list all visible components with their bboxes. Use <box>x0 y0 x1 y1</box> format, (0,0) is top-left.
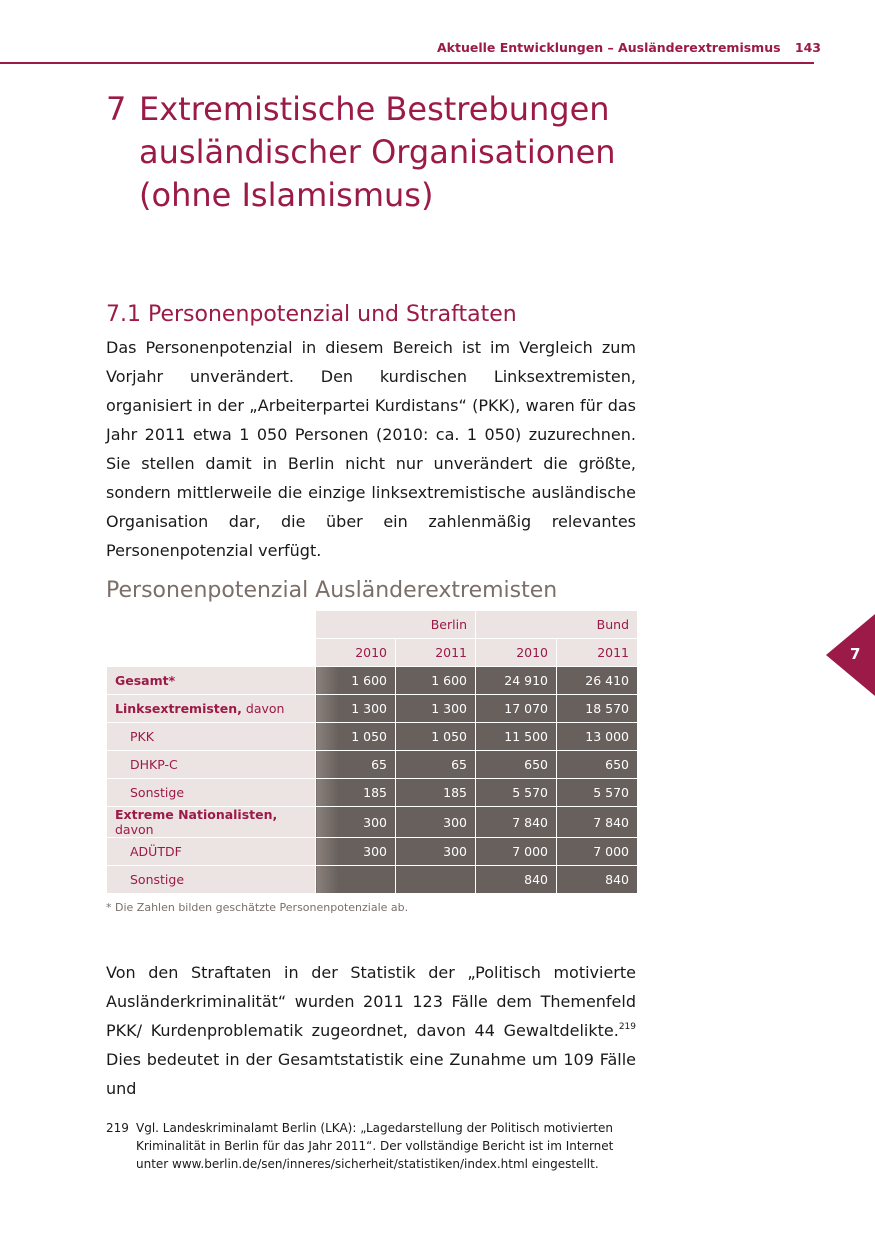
table-row <box>107 667 638 695</box>
table-cell-value: 650 <box>557 751 638 779</box>
table-cell-value: 1 050 <box>316 723 396 751</box>
footnote-number: 219 <box>106 1121 129 1135</box>
table-row <box>107 838 638 866</box>
table-row-label-strong: Extreme Nationalisten, <box>115 807 278 822</box>
table-group-bund: Bund <box>476 611 638 639</box>
table-group-berlin: Berlin <box>316 611 476 639</box>
table-cell-value: 300 <box>316 838 396 866</box>
table-group-header-row <box>107 611 638 639</box>
header-rule <box>0 62 814 64</box>
table-cell-value: 18 570 <box>557 695 638 723</box>
table-cell-value: 5 570 <box>557 779 638 807</box>
paragraph-text: Von den Straftaten in der Statistik der „Politisch motivierte Ausländerkriminalität“ wurden 2011 123 Fälle dem Themenfeld PKK/ Kurdenproblematik zugeordnet, davon 44 Gewaltdelikte. <box>106 963 636 1040</box>
table-row-label-text: ADÜTDF <box>130 844 182 859</box>
table-row-label <box>107 838 316 866</box>
table-row-label-suffix: davon <box>241 701 285 716</box>
table-body <box>107 667 638 894</box>
table-cell-value: 300 <box>396 807 476 838</box>
chapter-tab-label: 7 <box>850 645 861 663</box>
table-corner-cell <box>107 639 316 667</box>
table-year-header: 2010 <box>476 639 557 667</box>
table-cell-value <box>316 866 396 894</box>
table-cell-value <box>396 866 476 894</box>
section-paragraph: Das Personenpotenzial in diesem Bereich ist im Vergleich zum Vorjahr unverändert. Den kurdischen Linksextremisten, organisiert in der „Arbeiterpartei Kurdistans“ (PKK), waren für das Jahr 2011 etwa 1 050 Personen (2010: ca. 1 050) zuzurechnen. Sie stellen damit in Berlin nicht nur unverändert die größte, sondern mittlerweile die einzige linksextremistische ausländische Organisation dar, die über ein zahlenmäßig relevantes Personenpotenzial verfügt. <box>106 338 636 560</box>
table-cell-value: 300 <box>396 838 476 866</box>
table-row-label <box>107 866 316 894</box>
table-row-label-text: Sonstige <box>130 785 185 800</box>
table-cell-value: 300 <box>316 807 396 838</box>
table-cell-value: 65 <box>396 751 476 779</box>
table-cell-value: 1 050 <box>396 723 476 751</box>
table-row-label-strong: Gesamt* <box>115 673 176 688</box>
table-row-label-strong: Linksextremisten, <box>115 701 242 716</box>
table-row <box>107 723 638 751</box>
table-title: Personenpotenzial Ausländerextremisten <box>106 578 558 603</box>
page-number: 143 <box>794 40 821 55</box>
table-row-label-text: Sonstige <box>130 872 185 887</box>
table-row <box>107 866 638 894</box>
table-row <box>107 779 638 807</box>
table-cell-value: 7 840 <box>557 807 638 838</box>
table-row-label-text: DHKP-C <box>130 757 178 772</box>
table-row-label <box>107 667 316 695</box>
running-header <box>437 40 821 55</box>
table-cell-value: 1 300 <box>396 695 476 723</box>
table-cell-value: 185 <box>396 779 476 807</box>
table-cell-value: 1 600 <box>316 667 396 695</box>
footnote <box>106 1119 646 1173</box>
table-cell-value: 185 <box>316 779 396 807</box>
table-row-label-suffix: davon <box>115 822 154 837</box>
chapter-title <box>106 88 666 217</box>
table-row-label <box>107 807 316 838</box>
table-row-label <box>107 695 316 723</box>
table-cell-value: 13 000 <box>557 723 638 751</box>
chapter-tab <box>826 614 875 696</box>
table-year-header: 2011 <box>557 639 638 667</box>
paragraph-text-continued: Dies bedeutet in der Gesamtstatistik eine Zunahme um 109 Fälle und <box>106 1050 636 1098</box>
table-year-header-row <box>107 639 638 667</box>
table-row <box>107 751 638 779</box>
table-year-header: 2011 <box>396 639 476 667</box>
table-cell-value: 840 <box>557 866 638 894</box>
section-title: 7.1 Personenpotenzial und Straftaten <box>106 302 517 327</box>
table-cell-value: 7 840 <box>476 807 557 838</box>
table-cell-value: 17 070 <box>476 695 557 723</box>
straftaten-paragraph <box>106 958 636 1103</box>
table-row-label <box>107 751 316 779</box>
table-row-label <box>107 779 316 807</box>
personenpotenzial-table <box>106 610 638 894</box>
table-cell-value: 7 000 <box>557 838 638 866</box>
table-cell-value: 1 600 <box>396 667 476 695</box>
table-cell-value: 26 410 <box>557 667 638 695</box>
table-note: * Die Zahlen bilden geschätzte Personenpotenziale ab. <box>106 901 409 914</box>
table-row-label-text: PKK <box>130 729 154 744</box>
table-row-label <box>107 723 316 751</box>
table-corner-cell <box>107 611 316 639</box>
table-cell-value: 24 910 <box>476 667 557 695</box>
table-row <box>107 807 638 838</box>
table-cell-value: 7 000 <box>476 838 557 866</box>
table-cell-value: 650 <box>476 751 557 779</box>
running-title: Aktuelle Entwicklungen – Ausländerextremismus <box>436 40 781 55</box>
table-cell-value: 5 570 <box>476 779 557 807</box>
chapter-number: 7 <box>106 90 127 128</box>
table-cell-value: 1 300 <box>316 695 396 723</box>
footnote-text: Vgl. Landeskriminalamt Berlin (LKA): „Lagedarstellung der Politisch motivierten Kriminalität in Berlin für das Jahr 2011“. Der vollständige Bericht ist im Internet unter www.berlin.de/sen/inneres/sicherheit/statistiken/index.html eingestellt. <box>136 1121 614 1171</box>
footnote-reference: 219 <box>618 1022 636 1032</box>
table-cell-value: 65 <box>316 751 396 779</box>
table-row <box>107 695 638 723</box>
table-cell-value: 840 <box>476 866 557 894</box>
table-year-header: 2010 <box>316 639 396 667</box>
chapter-title-text: Extremistische Bestrebungen ausländischer Organisationen (ohne Islamismus) <box>139 90 616 214</box>
table-cell-value: 11 500 <box>476 723 557 751</box>
